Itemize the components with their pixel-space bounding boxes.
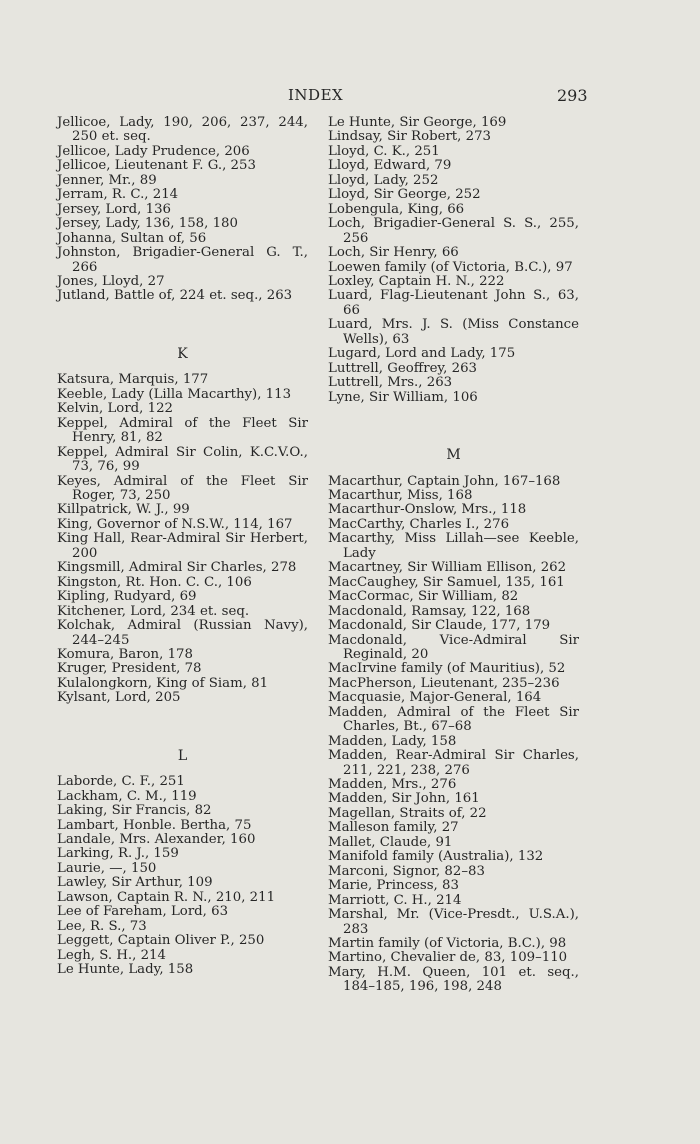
group-l-continued	[328, 116, 579, 405]
index-entry: Lambart, Honble. Bertha, 75	[57, 817, 252, 833]
index-entry: MacCaughey, Sir Samuel, 135, 161	[328, 574, 565, 590]
index-entry: Lloyd, Sir George, 252	[328, 187, 481, 203]
index-entry: Lloyd, Lady, 252	[328, 172, 439, 188]
page-number: 293	[557, 86, 588, 105]
index-entry: Katsura, Marquis, 177	[57, 372, 209, 388]
index-entry: Macdonald, Sir Claude, 177, 179	[328, 618, 551, 634]
index-entry: Johnston, Brigadier-General G. T., 266	[57, 245, 308, 275]
index-entry: Landale, Mrs. Alexander, 160	[57, 832, 256, 848]
index-entry: Jones, Lloyd, 27	[57, 273, 165, 289]
index-entry: Kylsant, Lord, 205	[57, 690, 181, 706]
index-entry: Macarthy, Miss Lillah—see Keeble, Lady	[328, 531, 579, 561]
index-entry: Marshal, Mr. (Vice-Presdt., U.S.A.), 283	[328, 907, 579, 937]
index-entry: Macquasie, Major-General, 164	[328, 690, 542, 706]
index-entry: Lee of Fareham, Lord, 63	[57, 904, 229, 920]
index-entry: Killpatrick, W. J., 99	[57, 502, 190, 518]
index-entry: Keeble, Lady (Lilla Macarthy), 113	[57, 386, 292, 402]
index-entry: Lloyd, Edward, 79	[328, 158, 452, 174]
index-entry: MacCarthy, Charles I., 276	[328, 516, 510, 532]
index-entry: Kingsmill, Admiral Sir Charles, 278	[57, 560, 297, 576]
index-entry: Keyes, Admiral of the Fleet Sir Roger, 73, 250	[57, 473, 308, 503]
index-entry: Kruger, President, 78	[57, 661, 202, 677]
index-entry: Loch, Brigadier-General S. S., 255, 256	[328, 216, 579, 246]
index-entry: Loewen family (of Victoria, B.C.), 97	[328, 259, 573, 275]
index-entry: MacIrvine family (of Mauritius), 52	[328, 661, 566, 677]
index-entry: Jellicoe, Lieutenant F. G., 253	[57, 158, 256, 174]
index-entry: Jellicoe, Lady, 190, 206, 237, 244, 250 et. seq.	[57, 115, 308, 145]
index-entry: Jutland, Battle of, 224 et. seq., 263	[57, 288, 293, 304]
left-column	[57, 116, 308, 978]
index-entry: King Hall, Rear-Admiral Sir Herbert, 200	[57, 531, 308, 561]
index-entry: Kitchener, Lord, 234 et. seq.	[57, 603, 250, 619]
index-entry: MacPherson, Lieutenant, 235–236	[328, 675, 560, 691]
index-entry: Larking, R. J., 159	[57, 846, 179, 862]
index-entry: Lindsay, Sir Robert, 273	[328, 129, 491, 145]
index-entry: Leggett, Captain Oliver P., 250	[57, 933, 265, 949]
page-title: INDEX	[288, 86, 344, 104]
index-entry: Madden, Lady, 158	[328, 733, 457, 749]
index-entry: Jersey, Lady, 136, 158, 180	[57, 216, 238, 232]
index-entry: Malleson family, 27	[328, 820, 459, 836]
index-entry: Macarthur, Miss, 168	[328, 487, 473, 503]
index-entry: MacCormac, Sir William, 82	[328, 589, 519, 605]
right-column	[328, 116, 579, 995]
index-entry: Martin family (of Victoria, B.C.), 98	[328, 936, 567, 952]
index-entry: Marie, Princess, 83	[328, 878, 459, 894]
section-letter-l: L	[177, 747, 188, 764]
index-entry: Madden, Sir John, 161	[328, 791, 480, 807]
index-entry: Manifold family (Australia), 132	[328, 849, 544, 865]
index-entry: Keppel, Admiral of the Fleet Sir Henry, 81, 82	[57, 415, 308, 446]
section-l-entries	[57, 775, 308, 977]
index-entry: Macartney, Sir William Ellison, 262	[328, 560, 567, 576]
index-entry: Jenner, Mr., 89	[57, 172, 157, 188]
section-k-entries	[57, 373, 308, 705]
index-entry: Kipling, Rudyard, 69	[57, 589, 197, 605]
index-entry: Keppel, Admiral Sir Colin, K.C.V.O., 73, 76, 99	[57, 444, 308, 475]
index-entry: Marriott, C. H., 214	[328, 892, 462, 908]
index-entry: Kolchak, Admiral (Russian Navy), 244–245	[57, 618, 308, 648]
index-entry: Magellan, Straits of, 22	[328, 805, 487, 821]
index-entry: Madden, Mrs., 276	[328, 777, 457, 793]
index-entry: Loxley, Captain H. N., 222	[328, 273, 505, 289]
index-entry: Le Hunte, Lady, 158	[57, 962, 194, 978]
index-entry: Johanna, Sultan of, 56	[57, 230, 207, 246]
index-entry: Le Hunte, Sir George, 169	[328, 115, 507, 130]
section-m-entries	[328, 475, 579, 995]
index-entry: Mary, H.M. Queen, 101 et. seq., 184–185, 196, 198, 248	[328, 964, 579, 995]
index-entry: Luard, Mrs. J. S. (Miss Constance Wells), 63	[328, 317, 579, 347]
index-entry: Luttrell, Geoffrey, 263	[328, 360, 478, 376]
index-entry: Lugard, Lord and Lady, 175	[328, 346, 516, 362]
index-entry: Macarthur, Captain John, 167–168	[328, 473, 561, 489]
group-j	[57, 116, 308, 304]
index-entry: Kulalongkorn, King of Siam, 81	[57, 675, 269, 691]
index-entry: Laborde, C. F., 251	[57, 774, 185, 790]
index-entry: Loch, Sir Henry, 66	[328, 245, 459, 261]
section-letter-m: M	[446, 447, 461, 464]
index-entry: Macdonald, Ramsay, 122, 168	[328, 603, 531, 619]
index-entry: Jerram, R. C., 214	[57, 187, 179, 203]
section-letter-k: K	[177, 345, 188, 362]
index-entry: Lee, R. S., 73	[57, 918, 147, 934]
index-entry: Luard, Flag-Lieutenant John S., 63, 66	[328, 288, 579, 318]
index-entry: Lyne, Sir William, 106	[328, 389, 478, 405]
index-entry: Laking, Sir Francis, 82	[57, 803, 212, 819]
index-entry: Laurie, —, 150	[57, 860, 157, 876]
index-entry: Legh, S. H., 214	[57, 947, 166, 963]
index-entry: Mallet, Claude, 91	[328, 834, 453, 850]
index-entry: Luttrell, Mrs., 263	[328, 375, 453, 391]
index-entry: Lloyd, C. K., 251	[328, 143, 440, 159]
index-entry: Jersey, Lord, 136	[57, 201, 171, 217]
index-entry: Jellicoe, Lady Prudence, 206	[57, 143, 250, 159]
index-entry: Martino, Chevalier de, 83, 109–110	[328, 950, 568, 966]
index-entry: Kingston, Rt. Hon. C. C., 106	[57, 574, 252, 590]
index-entry: Lobengula, King, 66	[328, 201, 465, 217]
index-entry: Macdonald, Vice-Admiral Sir Reginald, 20	[328, 632, 579, 662]
index-entry: Lackham, C. M., 119	[57, 788, 197, 804]
index-entry: Macarthur-Onslow, Mrs., 118	[328, 502, 527, 518]
index-entry: Lawley, Sir Arthur, 109	[57, 875, 213, 891]
index-entry: King, Governor of N.S.W., 114, 167	[57, 516, 293, 532]
index-entry: Madden, Admiral of the Fleet Sir Charles, Bt., 67–68	[328, 704, 579, 735]
index-entry: Komura, Baron, 178	[57, 646, 193, 662]
index-entry: Kelvin, Lord, 122	[57, 401, 174, 417]
index-entry: Marconi, Signor, 82–83	[328, 863, 485, 879]
index-entry: Madden, Rear-Admiral Sir Charles, 211, 221, 238, 276	[328, 748, 579, 778]
index-entry: Lawson, Captain R. N., 210, 211	[57, 889, 276, 905]
